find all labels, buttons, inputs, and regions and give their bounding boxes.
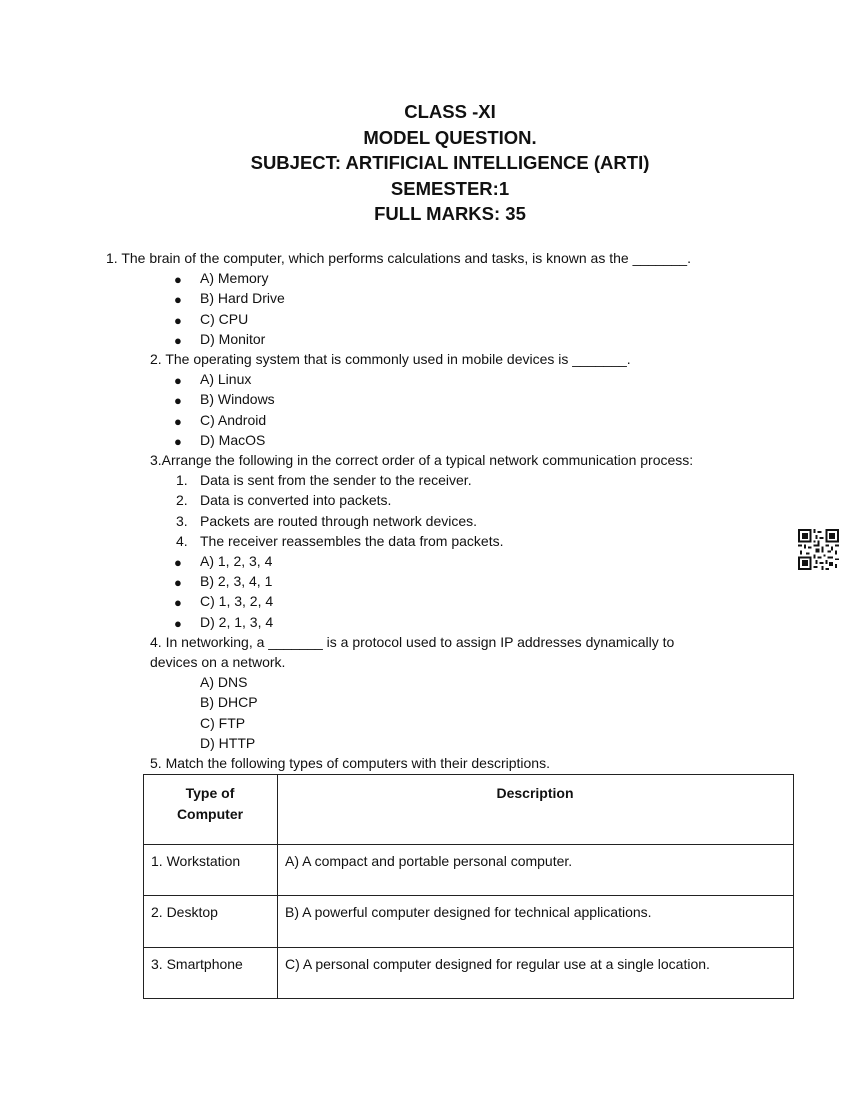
bullet-icon: ● [174, 393, 182, 408]
q3-step-text: Data is sent from the sender to the receiver. [200, 472, 472, 488]
description-cell: C) A personal computer designed for regular use at a single location. [278, 948, 794, 999]
q4-option-c: C) FTP [200, 715, 246, 731]
description-cell: A) A compact and portable personal computer. [278, 845, 794, 896]
full-marks-heading: FULL MARKS: 35 [374, 203, 526, 224]
bullet-icon: ● [174, 414, 182, 429]
table-row [144, 845, 794, 896]
q3-step-number: 3. [176, 513, 188, 529]
q5-stem: 5. Match the following types of computers with their descriptions. [150, 755, 550, 771]
q3-step-text: Data is converted into packets. [200, 492, 392, 508]
q1-stem: 1. The brain of the computer, which performs calculations and tasks, is known as the _______. [106, 250, 691, 266]
q3-step-number: 1. [176, 472, 188, 488]
bullet-icon: ● [174, 555, 182, 570]
bullet-icon: ● [174, 434, 182, 449]
q4-stem-line1: 4. In networking, a _______ is a protocol used to assign IP addresses dynamically to [150, 634, 675, 650]
column-header-type-line1: Type of [185, 785, 235, 801]
q1-option-d: D) Monitor [200, 331, 266, 347]
q3-stem: 3.Arrange the following in the correct order of a typical network communication process: [150, 452, 694, 468]
column-header-description: Description [278, 775, 794, 845]
q4-stem-line2: devices on a network. [150, 654, 286, 670]
q3-option-b: B) 2, 3, 4, 1 [200, 573, 273, 589]
q3-step-number: 4. [176, 533, 188, 549]
paper-title: MODEL QUESTION. [363, 126, 537, 148]
q4-option-a: A) DNS [200, 674, 248, 690]
q3-step-text: Packets are routed through network devices. [200, 513, 478, 529]
q2-option-d: D) MacOS [200, 432, 266, 448]
q3-step-text: The receiver reassembles the data from packets. [200, 533, 504, 549]
q2-stem: 2. The operating system that is commonly used in mobile devices is _______. [150, 351, 631, 367]
bullet-icon: ● [174, 333, 182, 348]
q2-option-a: A) Linux [200, 371, 252, 387]
column-header-type-line2: Computer [176, 806, 244, 822]
table-row [144, 896, 794, 948]
type-cell: 1. Workstation [144, 845, 278, 896]
q1-option-c: C) CPU [200, 311, 249, 327]
bullet-icon: ● [174, 595, 182, 610]
bullet-icon: ● [174, 292, 182, 307]
description-cell: B) A powerful computer designed for technical applications. [278, 896, 794, 948]
q2-option-b: B) Windows [200, 391, 275, 407]
type-cell: 3. Smartphone [144, 948, 278, 999]
bullet-icon: ● [174, 373, 182, 388]
class-heading: CLASS -XI [404, 101, 496, 122]
table-row [144, 948, 794, 999]
bullet-icon: ● [174, 272, 182, 287]
bullet-icon: ● [174, 616, 182, 631]
exam-header [0, 99, 850, 227]
q1-option-b: B) Hard Drive [200, 290, 285, 306]
qr-code-icon[interactable] [798, 529, 839, 570]
q2-option-c: C) Android [200, 412, 267, 428]
q3-option-c: C) 1, 3, 2, 4 [200, 593, 274, 609]
q3-option-d: D) 2, 1, 3, 4 [200, 614, 274, 630]
q4-option-d: D) HTTP [200, 735, 256, 751]
q3-step-number: 2. [176, 492, 188, 508]
bullet-icon: ● [174, 313, 182, 328]
table-header-row [144, 775, 794, 845]
q1-option-a: A) Memory [200, 270, 269, 286]
type-cell: 2. Desktop [144, 896, 278, 948]
q3-option-a: A) 1, 2, 3, 4 [200, 553, 273, 569]
semester-heading: SEMESTER:1 [390, 177, 510, 199]
subject-heading: SUBJECT: ARTIFICIAL INTELLIGENCE (ARTI) [250, 152, 650, 173]
match-table [143, 774, 794, 999]
q4-option-b: B) DHCP [200, 694, 258, 710]
bullet-icon: ● [174, 575, 182, 590]
column-header-type [144, 775, 278, 845]
